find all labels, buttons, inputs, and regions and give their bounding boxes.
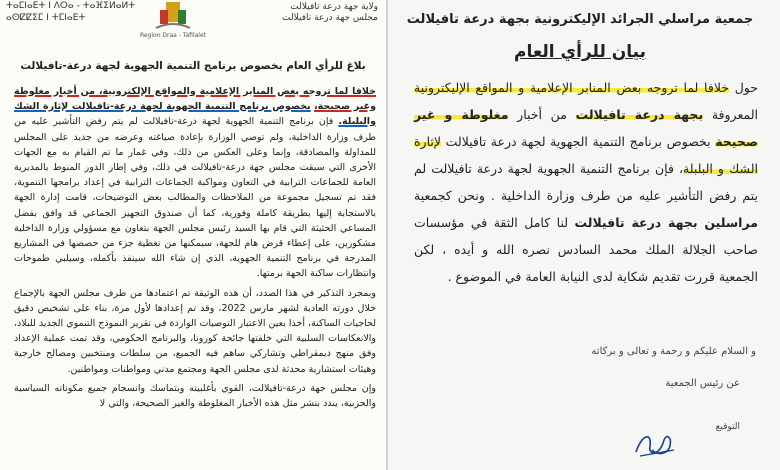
- arabic-header: ولاية جهة درعة تافيلالت مجلس جهة درعة تافيلالت: [282, 2, 378, 23]
- left-header: [0, 0, 386, 46]
- logo-caption: Region Draa - Tafilalet: [139, 32, 207, 39]
- yellow-highlight: بجهة درعة تافيلالت: [575, 107, 704, 122]
- right-document: [388, 0, 780, 470]
- left-document: [0, 0, 386, 470]
- statement-title: بيان للرأي العام: [513, 42, 646, 62]
- tifinagh-header: ⵜⴰⵎⵏⴰⴹⵜ ⵏ ⴷⵔⴰ - ⵜⴰⴼⵉⵍⴰⵍⵜ ⴰⵙⵇⵇⵉⵎ ⵏ ⵜⵎⵏⴰⴹⵜ: [6, 1, 136, 23]
- blue-highlight: بخصوص برنامج التنمية الجهوية لجهة درعة-تافيلالت لإثارة الشك والبلبلة.: [14, 101, 376, 128]
- left-title: بلاغ للرأي العام بخصوص برنامج التنمية الجهوية لجهة درعة-تافيلالت: [20, 60, 366, 72]
- statement-body: [414, 74, 758, 290]
- yellow-highlight: لإثارة الشك و البلبلة: [414, 134, 758, 176]
- region-logo-icon: [152, 0, 194, 36]
- bold-phrase: مراسلين بجهة درعة تافيلالت: [574, 215, 758, 230]
- signature-label: التوقيع: [715, 422, 740, 432]
- yellow-highlight: خلافا لما تروجه بعض المنابر الإعلامية و المواقع الإليكترونية: [414, 80, 730, 95]
- yellow-highlight: مغلوطة و غير صحيحة: [414, 107, 758, 149]
- signature-icon: [630, 426, 680, 462]
- left-paragraph: وإن مجلس جهة درعة-تافيلالت، القوي بأغلبيته وبتماسك وانسجام جميع مكوناته السياسية والحزبية، يندد بنشر مثل هذه الأخبار المغلوطة والغير الصحيحة، والتي لا: [14, 382, 376, 410]
- closing-greeting: و السلام عليكم و رحمة و تعالى و بركاته: [591, 346, 756, 357]
- statement-paragraph: حول خلافا لما تروجه بعض المنابر الإعلامية و المواقع الإليكترونية المعروفة بجهة درعة تافيلالت من أخبار مغلوطة و غير صحيحة بخصوص برنامج التنمية الجهوية لجهة درعة تافيلالت لإثارة الشك و البلبلة، فإن برنامج التنمية الجهوية لجهة درعة تافيلالت لم يتم رفض التأشير عليه من طرف وزارة الداخلية . ونحن كجمعية مراسلين بجهة درعة تافيلالت لنا كامل الثقة في مؤسسات صاحب الجلالة الملك محمد السادس نصره الله و أيده ، لكن الجمعية قررت تقديم شكاية لدى النيابة العامة في الموضوع .: [414, 80, 758, 284]
- left-paragraph: وبمجرد التذكير في هذا الصدد، أن هذه الوثيقة تم اعتمادها من طرف مجلس الجهة بالإجماع خلال دورته العادية لشهر مارس 2022، وقد تم إعدادها لأول مرة، بناء على تشخيص دقيق لحاجيات الساكنة، أخذا بعين الاعتبار التوصيات الواردة في تقرير النموذج التنموي الجديد للبلاد، والانعكاسات السلبية التي خلفتها جائحة كورونا، والبرنامج الحكومي، وقد تمت عملية الإعداد وفق منهج ديمقراطي وتشاركي ساهم فيه الجميع، من سلطات ومنتخبين ومصالح خارجية وهيئات استشارية محدثة لدى مجلس الجهة ومجتمع مدني ومواطنات ومواطنين.: [13, 287, 376, 375]
- signatory-line: عن رئيس الجمعية: [665, 378, 740, 389]
- left-body: [14, 84, 376, 415]
- association-heading: جمعية مراسلي الجرائد الإليكترونية بجهة درعة تافيلالت: [406, 12, 754, 27]
- red-highlight: خلافا لما تروجه بعض المنابر الإعلامية والمواقع الإلكترونية، من أخبار مغلوطة وغير صحيحة،: [14, 86, 376, 113]
- left-paragraph: خلافا لما تروجه بعض المنابر الإعلامية والمواقع الإلكترونية، من أخبار مغلوطة وغير صحيحة، بخصوص برنامج التنمية الجهوية لجهة درعة-تافيلالت لإثارة الشك والبلبلة. فإن برنامج التنمية الجهوية لجهة درعة-تافيلالت لم يتم رفض التأشير عليه من طرف وزارة الداخلية، ولم توصي الوزارة بإعادة صياغته وعرضه من جديد على المجلس للمداولة والمصادقة، وإنما وعلى العكس من ذلك، وفي غمار ما تم القيام به مع الجهات الأخرى التي سبقت مجلس جهة درعة-تافيلالت في ذلك، وفي إطار الدور المنوط بالمديرية العامة للجماعات الترابية في التعاون ومواكبة الجماعات الترابية في إعداد برامجها التنموية، فقد تم تسجيل مجموعة من الملاحظات والمطالب بعض التوضيحات، قامت إدارة الجهة بالاستجابة إليها بطريقة كاملة وفورية، كما أن صندوق التجهيز الجماعي قد وافق بفضل المساعي الحثيثة التي قام بها السيد رئيس مجلس الجهة بتعاون مع مسؤولي وزارة الداخلية مشكورين، على إعطاء قرض هام للجهة، سيمكنها من تغطية جزء من حصصها في المشاريع المدرجة في برنامج التنمية الجهوية، الذي إن شاء الله سينفذ بأكمله، وسيلبي طموحات وانتظارات ساكنة الجهة برمتها.: [14, 86, 376, 280]
